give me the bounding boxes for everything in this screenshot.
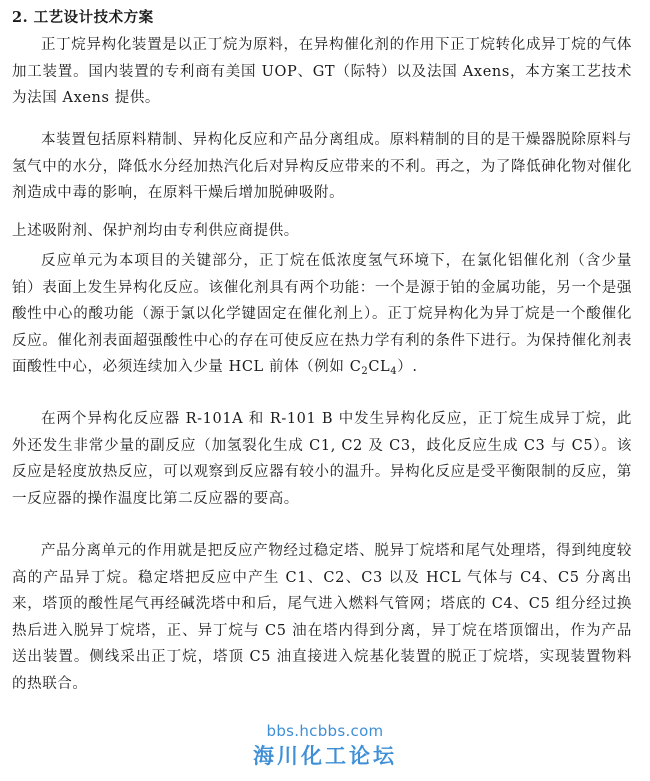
watermark-forum-name: 海川化工论坛 [253,744,397,768]
paragraph-adsorbent-supply: 上述吸附剂、保护剂均由专利供应商提供。 [12,223,299,239]
paragraph-feed-treatment: 本装置包括原料精制、异构化反应和产品分离组成。原料精制的目的是干燥器脱除原料与氢气中的水分，降低水分经加热汽化后对异构反应带来的不利。再之，为了降低砷化物对催化剂造成中毒的影响，在原料干燥后增加脱砷吸附。 [12,132,632,201]
watermark-url: bbs.hcbbs.com [266,722,384,740]
forum-watermark [0,722,650,770]
section-heading: 2. 工艺设计技术方案 [12,9,154,26]
paragraph-reaction-unit [12,248,632,381]
paragraph-overview: 正丁烷异构化装置是以正丁烷为原料，在异构催化剂的作用下正丁烷转化成异丁烷的气体加工装置。国内装置的专利商有美国 UOP、GT（际特）以及法国 Axens，本方案工艺技术为法国 Axens 提供。 [12,37,632,106]
formula-cl: CL [368,359,391,375]
subscript-4: 4 [390,366,398,377]
reaction-unit-end: ）. [397,359,418,375]
paragraph-reactors: 在两个异构化反应器 R-101A 和 R-101 B 中发生异构化反应，正丁烷生成异丁烷，此外还发生非常少量的副反应（加氢裂化生成 C1, C2 及 C3，歧化反应生成 C3 与 C5）。该反应是轻度放热反应，可以观察到反应器有较小的温升。异构化反应是受平衡限制的反应，第一反应器的操作温度比第二反应器的要高。 [12,411,632,507]
subscript-2: 2 [361,366,369,377]
reaction-unit-text: 反应单元为本项目的关键部分，正丁烷在低浓度氢气环境下，在氯化铝催化剂（含少量铂）表面上发生异构化反应。该催化剂具有两个功能：一个是源于铂的金属功能，另一个是强酸性中心的酸功能（源于氯以化学键固定在催化剂上）。正丁烷异构化为异丁烷是一个酸催化反应。催化剂表面超强酸性中心的存在可使反应在热力学有利的条件下进行。为保持催化剂表面酸性中心，必须连续加入少量 HCL 前体（例如 C [12,253,632,375]
paragraph-product-separation: 产品分离单元的作用就是把反应产物经过稳定塔、脱异丁烷塔和尾气处理塔，得到纯度较高的产品异丁烷。稳定塔把反应中产生 C1、C2、C3 以及 HCL 气体与 C4、C5 分离出来，塔顶的酸性尾气再经碱洗塔中和后，尾气进入燃料气管网；塔底的 C4、C5 组分经过换热后进入脱异丁烷塔，正、异丁烷与 C5 油在塔内得到分离，异丁烷在塔顶馏出，作为产品送出装置。侧线采出正丁烷，塔顶 C5 油直接进入烷基化装置的脱正丁烷塔，实现装置物料的热联合。 [12,543,632,692]
